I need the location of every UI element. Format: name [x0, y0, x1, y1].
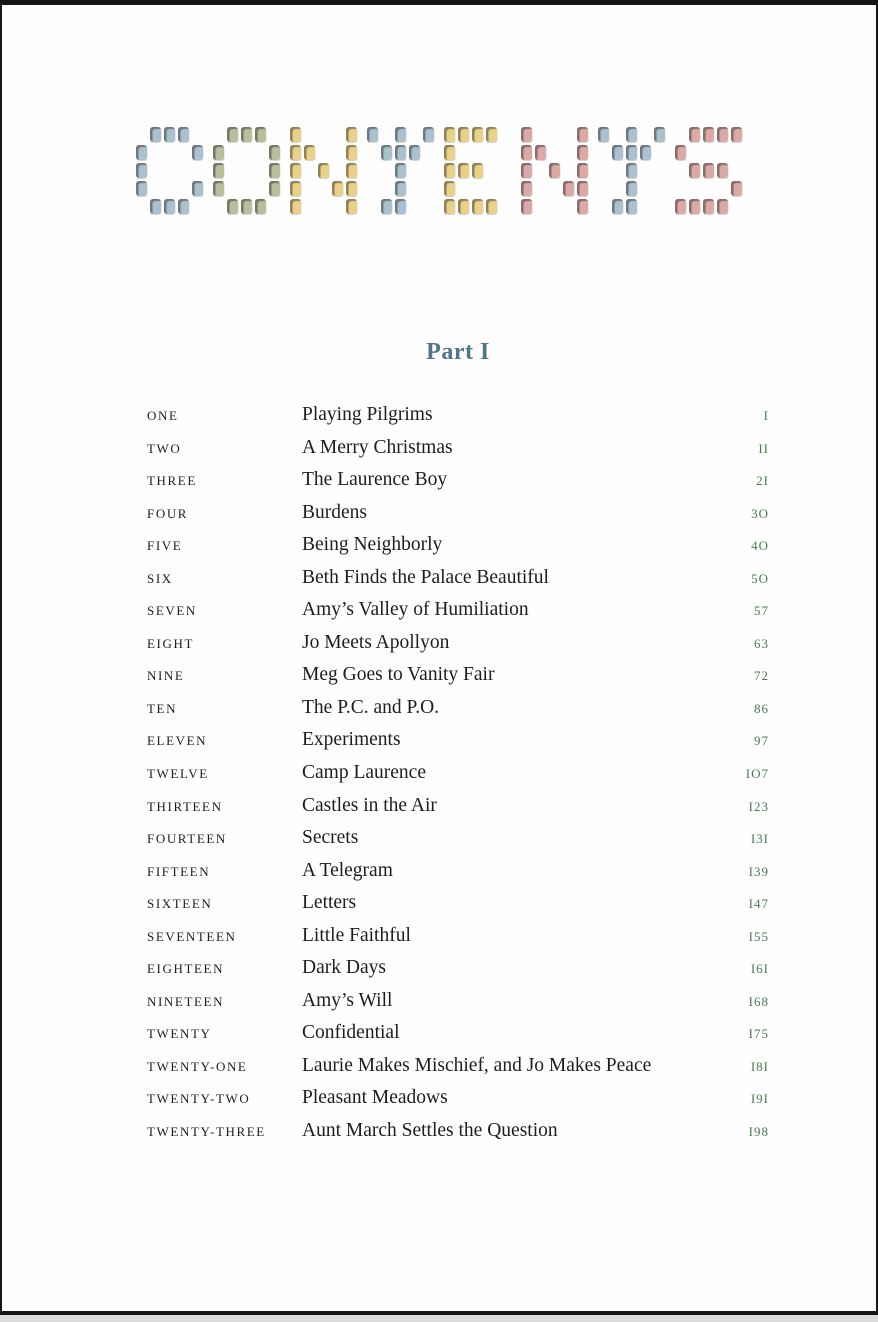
- page-number: I9I: [750, 1087, 769, 1109]
- chapter-number: TWENTY-TWO: [147, 1087, 251, 1108]
- chapter-title: Secrets: [302, 827, 359, 849]
- contents-title-art: [2, 127, 876, 214]
- page-number: 4O: [751, 534, 769, 556]
- page-number: 86: [754, 696, 769, 718]
- toc-entry[interactable]: [147, 664, 769, 697]
- toc-entry[interactable]: [147, 892, 769, 925]
- page-number: 57: [754, 599, 769, 621]
- chapter-title: Letters: [302, 892, 357, 914]
- chapter-number: EIGHTEEN: [147, 957, 225, 978]
- chapter-title: Aunt March Settles the Question: [302, 1120, 558, 1142]
- toc-entry[interactable]: [147, 534, 769, 567]
- chapter-title: A Merry Christmas: [302, 436, 453, 458]
- chapter-title: Pleasant Meadows: [302, 1087, 448, 1109]
- art-letter-T: [598, 127, 665, 214]
- chapter-number: TWENTY-THREE: [147, 1120, 266, 1141]
- toc-entry[interactable]: [147, 632, 769, 665]
- toc-entry[interactable]: [147, 1087, 769, 1120]
- page-number: I55: [748, 924, 769, 946]
- page-number: II: [758, 436, 769, 458]
- toc-entry[interactable]: [147, 469, 769, 502]
- table-of-contents: [147, 404, 769, 1153]
- chapter-number: FIVE: [147, 534, 183, 555]
- toc-entry[interactable]: [147, 567, 769, 600]
- chapter-number: THREE: [147, 469, 197, 490]
- chapter-title: Dark Days: [302, 957, 386, 979]
- chapter-number: SEVENTEEN: [147, 924, 237, 945]
- page-number: I39: [748, 859, 769, 881]
- toc-entry[interactable]: [147, 599, 769, 632]
- page-number: I: [763, 404, 769, 425]
- page-number: 3O: [751, 501, 769, 523]
- chapter-title: Little Faithful: [302, 924, 411, 946]
- page-number: 5O: [751, 566, 769, 588]
- toc-entry[interactable]: [147, 925, 769, 958]
- art-letter-N: [521, 127, 588, 214]
- chapter-number: ELEVEN: [147, 729, 208, 750]
- chapter-number: SEVEN: [147, 599, 197, 620]
- page-number: I98: [748, 1120, 769, 1142]
- art-letter-C: [136, 127, 203, 214]
- page-number: I75: [748, 1022, 769, 1044]
- page-number: 97: [754, 729, 769, 751]
- toc-entry[interactable]: [147, 762, 769, 795]
- chapter-title: Amy’s Will: [302, 989, 393, 1011]
- chapter-number: EIGHT: [147, 631, 194, 652]
- chapter-number: FIFTEEN: [147, 859, 211, 880]
- chapter-number: TWENTY-ONE: [147, 1054, 248, 1075]
- toc-entry[interactable]: [147, 957, 769, 990]
- chapter-number: TWENTY: [147, 1022, 212, 1043]
- chapter-number: ONE: [147, 404, 179, 424]
- chapter-title: Experiments: [302, 729, 401, 751]
- chapter-number: THIRTEEN: [147, 794, 223, 815]
- page-number: 63: [754, 631, 769, 653]
- page-number: I3I: [750, 827, 769, 849]
- chapter-number: NINE: [147, 664, 185, 685]
- chapter-title: Camp Laurence: [302, 762, 426, 784]
- chapter-number: NINETEEN: [147, 989, 225, 1010]
- toc-entry[interactable]: [147, 795, 769, 828]
- toc-entry[interactable]: [147, 437, 769, 470]
- chapter-number: FOUR: [147, 501, 189, 522]
- chapter-title: Jo Meets Apollyon: [302, 631, 450, 653]
- chapter-title: Beth Finds the Palace Beautiful: [302, 566, 549, 588]
- chapter-title: Meg Goes to Vanity Fair: [302, 664, 495, 686]
- page-number: I47: [748, 892, 769, 914]
- chapter-title: Playing Pilgrims: [302, 404, 433, 425]
- chapter-number: TEN: [147, 696, 178, 717]
- chapter-number: TWO: [147, 436, 182, 457]
- toc-entry[interactable]: [147, 1022, 769, 1055]
- page-number: I68: [748, 989, 769, 1011]
- chapter-number: SIXTEEN: [147, 892, 213, 913]
- page-number: 2I: [756, 469, 769, 491]
- toc-entry[interactable]: [147, 1055, 769, 1088]
- toc-entry[interactable]: [147, 1120, 769, 1153]
- toc-entry[interactable]: [147, 860, 769, 893]
- chapter-number: SIX: [147, 566, 173, 587]
- toc-entry[interactable]: [147, 502, 769, 535]
- page-number: 72: [754, 664, 769, 686]
- toc-entry[interactable]: [147, 729, 769, 762]
- toc-entry[interactable]: [147, 697, 769, 730]
- art-letter-N: [290, 127, 357, 214]
- chapter-title: A Telegram: [302, 859, 393, 881]
- chapter-title: Being Neighborly: [302, 534, 443, 556]
- page-number: I6I: [750, 957, 769, 979]
- page-number: IO7: [745, 762, 769, 784]
- art-letter-E: [444, 127, 511, 214]
- part-heading: Part I: [426, 339, 490, 365]
- toc-entry[interactable]: [147, 827, 769, 860]
- chapter-title: Amy’s Valley of Humiliation: [302, 599, 529, 621]
- chapter-title: Castles in the Air: [302, 794, 437, 816]
- chapter-title: The Laurence Boy: [302, 469, 448, 491]
- page-number: I23: [748, 794, 769, 816]
- toc-entry[interactable]: [147, 990, 769, 1023]
- chapter-title: Laurie Makes Mischief, and Jo Makes Peace: [302, 1054, 652, 1076]
- toc-entry[interactable]: [147, 404, 769, 437]
- page-number: I8I: [750, 1054, 769, 1076]
- chapter-title: Confidential: [302, 1022, 400, 1044]
- art-letter-O: [213, 127, 280, 214]
- chapter-title: Burdens: [302, 501, 367, 523]
- art-letter-T: [367, 127, 434, 214]
- chapter-number: FOURTEEN: [147, 827, 227, 848]
- chapter-number: TWELVE: [147, 762, 209, 783]
- chapter-title: The P.C. and P.O.: [302, 696, 440, 718]
- art-letter-S: [675, 127, 742, 214]
